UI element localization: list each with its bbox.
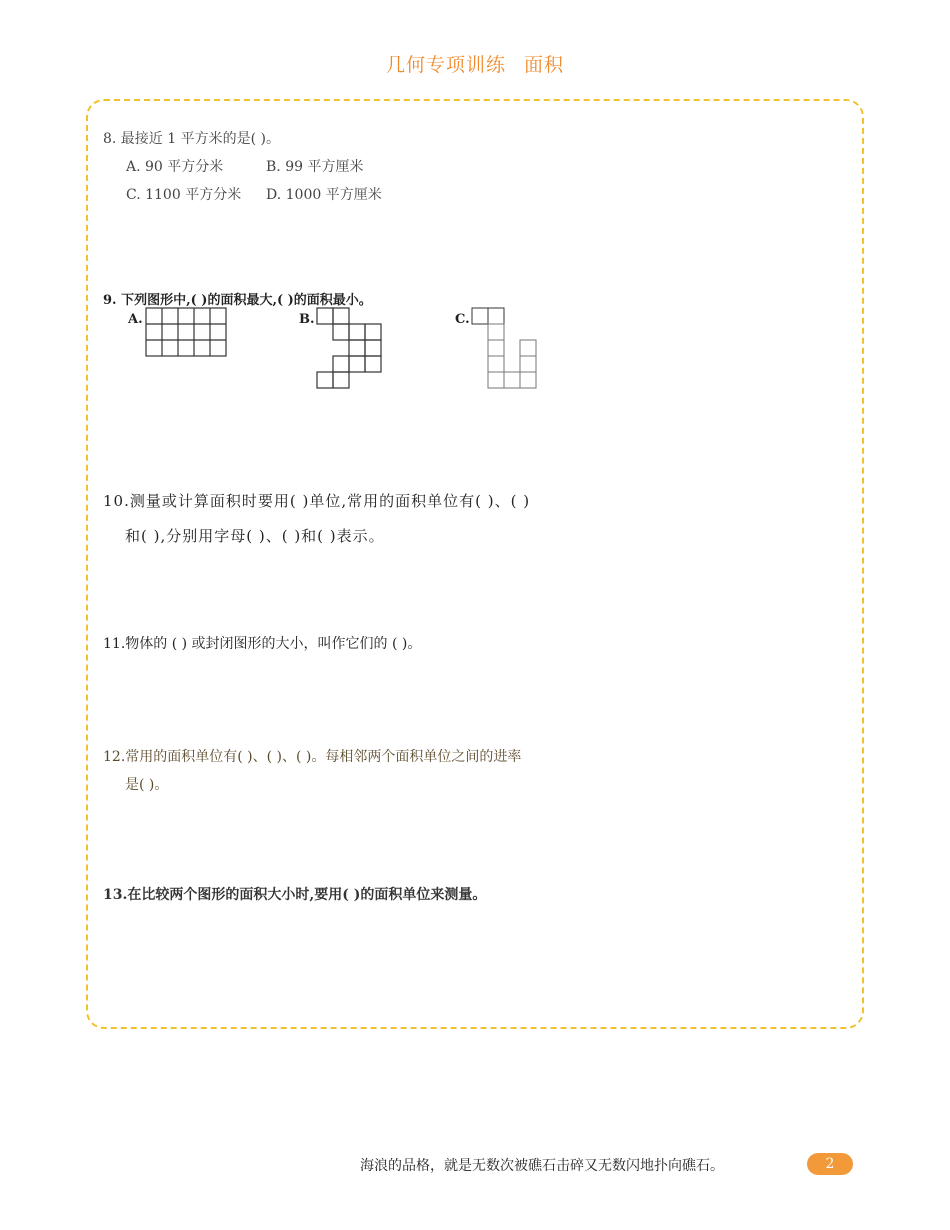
option-c: C. 1100 平方分米 [126,187,242,203]
question-11-stem: 11.物体的 ( ) 或封闭图形的大小，叫作它们的 ( )。 [103,636,422,652]
footer-motto: 海浪的品格，就是无数次被礁石击碎又无数闪地扑向礁石。 [360,1158,724,1174]
question-12-line2: 是( )。 [125,777,169,793]
figure-b-grid [317,308,381,388]
question-10-line2: 和( ),分别用字母( )、( )和( )表示。 [125,527,385,545]
question-9-stem: 9. 下列图形中,( )的面积最大,( )的面积最小。 [103,293,372,308]
page-number-badge: 2 [807,1153,853,1175]
question-12 [103,743,521,799]
option-b: B. 99 平方厘米 [266,159,364,175]
question-10 [103,484,530,554]
option-d: D. 1000 平方厘米 [266,187,382,203]
title-topic: 面积 [524,54,565,76]
title-main: 几何专项训练 [385,54,506,76]
question-13-stem: 13.在比较两个图形的面积大小时,要用( )的面积单位来测量。 [103,887,487,903]
question-12-line1: 12.常用的面积单位有( )、( )、( )。每相邻两个面积单位之间的进率 [103,749,522,765]
question-8-stem: 8. 最接近 1 平方米的是( )。 [103,131,280,147]
figure-a-grid [146,308,226,356]
question-10-line1: 10.测量或计算面积时要用( )单位,常用的面积单位有( )、( ) [103,492,531,510]
figure-c-grid [472,308,536,388]
figure-b-label: B. [299,312,315,327]
figure-c-label: C. [455,312,470,327]
figure-a-label: A. [128,312,143,327]
option-a: A. 90 平方分米 [126,159,224,175]
